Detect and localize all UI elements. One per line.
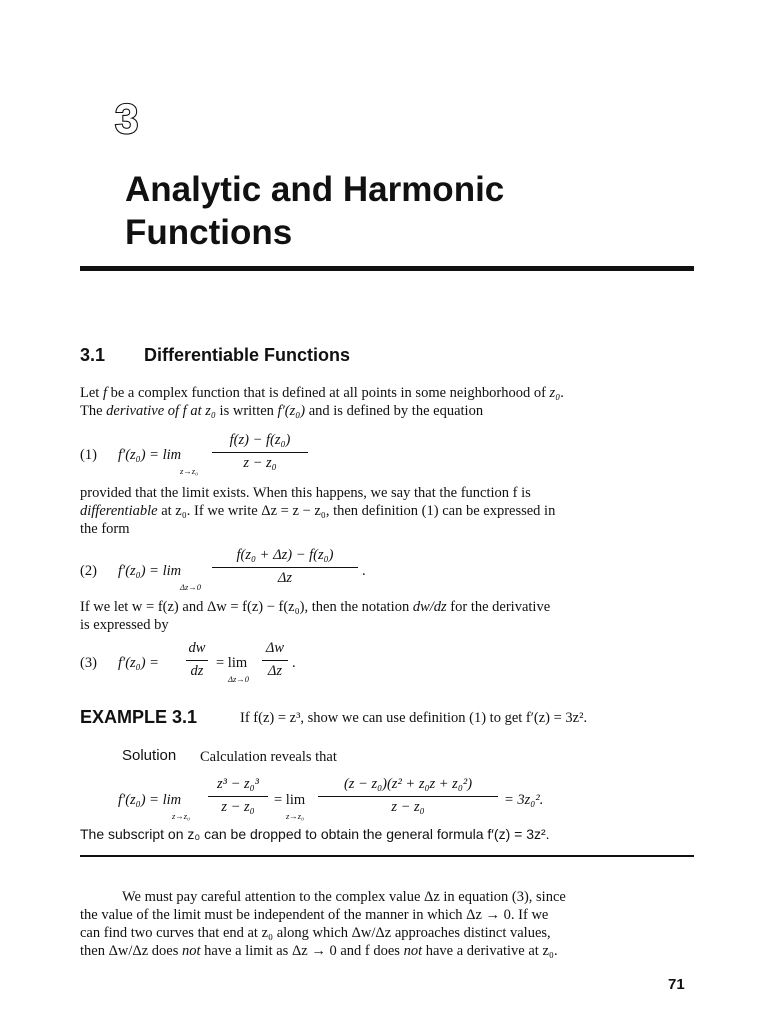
equation-1-lhs: f′(z₀) = lim (118, 447, 182, 463)
equation-1-limit-subscript: z→z₀ (180, 466, 199, 476)
equation-3-fraction-bar-1 (186, 660, 208, 661)
solution-denominator-1: z − z₀ (221, 799, 255, 815)
text-line: can find two curves that end at z₀ along which Δw/Δz approaches distinct values, (80, 925, 551, 941)
solution-limit-subscript-2: z→z₀ (286, 811, 305, 821)
equation-2-lhs: f′(z₀) = lim (118, 563, 182, 579)
solution-fraction-bar-1 (208, 796, 268, 797)
equation-3-equals-lim: = lim (216, 655, 248, 671)
section-number: 3.1 (80, 345, 106, 365)
equation-3-dz: dz (190, 663, 204, 679)
equation-3-dw: dw (188, 640, 206, 656)
equation-3-period: . (292, 655, 296, 671)
example-statement: If f(z) = z³, show we can use definition (1) to get f′(z) = 3z². (240, 710, 588, 726)
solution-fraction-bar-2 (318, 796, 498, 797)
chapter-rule (80, 266, 694, 271)
equation-1-fraction-bar (212, 452, 308, 453)
equation-3-delta-z: Δz (267, 663, 283, 679)
text-line: The derivative of f at z₀ is written f′(z₀) and is defined by the equation (80, 403, 484, 419)
text-line: Let f be a complex function that is defined at all points in some neighborhood of z₀. (80, 385, 564, 401)
equation-3-label: (3) (80, 655, 97, 671)
text-line: is expressed by (80, 617, 169, 633)
paragraph-differentiable (80, 484, 694, 538)
example-label: EXAMPLE 3.1 (80, 707, 198, 727)
equation-2-limit-subscript: Δz→0 (180, 582, 202, 592)
equation-2-period: . (362, 563, 366, 579)
equation-3-limit-subscript: Δz→0 (228, 674, 250, 684)
solution-equals-lim: = lim (274, 792, 306, 808)
equation-1-denominator: z − z₀ (243, 455, 277, 471)
section-title: Differentiable Functions (144, 345, 351, 365)
text-line: the value of the limit must be independent of the manner in which Δz → 0. If we (80, 907, 549, 923)
equation-2-fraction-bar (212, 567, 358, 568)
text-line: the form (80, 521, 130, 537)
solution-label: Solution (122, 747, 177, 764)
solution-conclusion: The subscript on z₀ can be dropped to obtain the general formula f′(z) = 3z². (80, 826, 550, 842)
page-number: 71 (668, 976, 685, 993)
solution-numerator-2: (z − z₀)(z² + z₀z + z₀²) (343, 776, 473, 792)
chapter-title-line2: Functions (125, 213, 293, 252)
solution-denominator-2: z − z₀ (391, 799, 425, 815)
text-line: provided that the limit exists. When this happens, we say that the function f is (80, 485, 531, 501)
text-line: We must pay careful attention to the complex value Δz in equation (3), since (122, 889, 566, 905)
chapter-title-line1: Analytic and Harmonic (125, 170, 505, 209)
paragraph-notation (80, 598, 694, 634)
equation-2-numerator: f(z₀ + Δz) − f(z₀) (236, 547, 334, 563)
equation-2-denominator: Δz (277, 570, 293, 586)
paragraph-definition-intro (80, 384, 694, 420)
solution-limit-subscript-1: z→z₀ (172, 811, 191, 821)
example-end-rule (80, 855, 694, 857)
chapter-number: 3 (115, 95, 139, 142)
chapter-title (125, 168, 685, 254)
equation-1-numerator: f(z) − f(z₀) (229, 432, 291, 448)
equation-3-delta-w: Δw (265, 640, 285, 656)
equation-3-lhs: f′(z₀) = (118, 655, 159, 671)
text-line: differentiable at z₀. If we write Δz = z − z₀, then definition (1) can be expressed in (80, 503, 556, 519)
solution-numerator-1: z³ − z₀³ (216, 776, 260, 792)
solution-result: = 3z₀². (504, 792, 544, 808)
solution-intro: Calculation reveals that (200, 749, 337, 765)
paragraph-caution (80, 888, 694, 960)
solution-lhs: f′(z₀) = lim (118, 792, 182, 808)
equation-1-label: (1) (80, 447, 97, 463)
text-line: then Δw/Δz does not have a limit as Δz → 0 and f does not have a derivative at z₀. (80, 943, 558, 959)
equation-3-fraction-bar-2 (262, 660, 288, 661)
text-line: If we let w = f(z) and Δw = f(z) − f(z₀), then the notation dw/dz for the derivative (80, 599, 551, 615)
equation-2-label: (2) (80, 563, 97, 579)
